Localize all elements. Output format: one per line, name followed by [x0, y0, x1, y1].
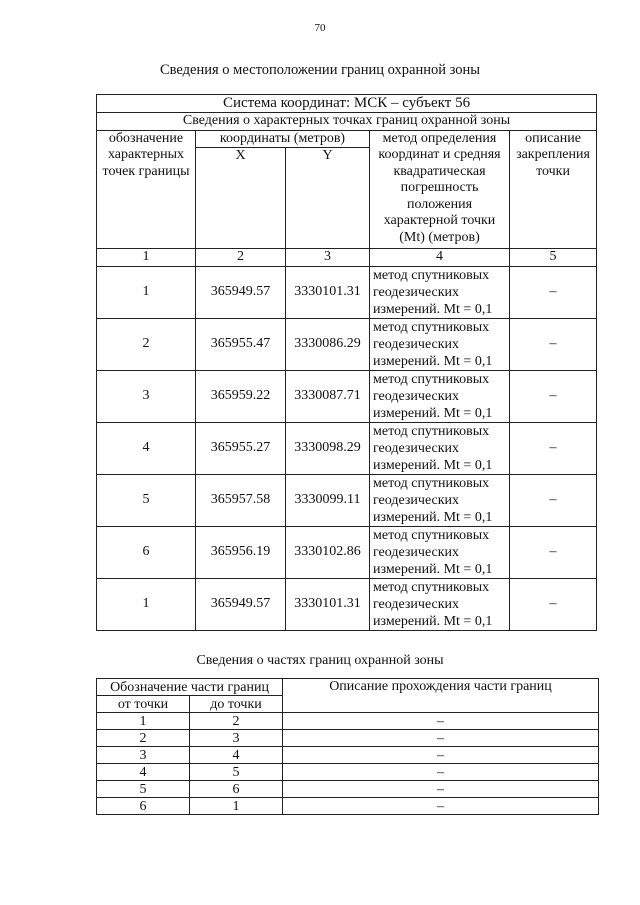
table-row [97, 781, 599, 798]
from-cell: 3 [97, 747, 190, 764]
col-header-fixing: описание закрепления точки [510, 130, 597, 249]
to-cell: 6 [190, 781, 283, 798]
col-header-coords: координаты (метров) [196, 130, 370, 148]
col-header-parts: Обозначение части границ [97, 679, 283, 696]
boundary-parts-table [96, 678, 599, 815]
table-row [97, 423, 597, 475]
to-cell: 2 [190, 713, 283, 730]
table-row [97, 475, 597, 527]
column-number: 4 [370, 249, 510, 267]
method-cell: метод спутниковых геодезических измерений. Mt = 0,1 [370, 527, 510, 579]
to-cell: 3 [190, 730, 283, 747]
method-cell: метод спутниковых геодезических измерений. Mt = 0,1 [370, 319, 510, 371]
col-header-from: от точки [97, 696, 190, 713]
column-number: 2 [196, 249, 286, 267]
to-cell: 4 [190, 747, 283, 764]
table-row [97, 730, 599, 747]
points-subheader: Сведения о характерных точках границ охранной зоны [97, 113, 597, 131]
table-row [97, 371, 597, 423]
y-cell: 3330098.29 [286, 423, 370, 475]
method-cell: метод спутниковых геодезических измерений. Mt = 0,1 [370, 475, 510, 527]
column-numbers-row [97, 249, 597, 267]
point-cell: 1 [97, 267, 196, 319]
desc-cell: – [283, 764, 599, 781]
method-cell: метод спутниковых геодезических измерений. Mt = 0,1 [370, 267, 510, 319]
to-cell: 1 [190, 798, 283, 815]
table-row [97, 319, 597, 371]
y-cell: 3330086.29 [286, 319, 370, 371]
table-row [97, 579, 597, 631]
point-cell: 2 [97, 319, 196, 371]
desc-cell: – [283, 798, 599, 815]
coordinate-system-row [97, 95, 597, 113]
to-cell: 5 [190, 764, 283, 781]
table-row [97, 713, 599, 730]
y-cell: 3330102.86 [286, 527, 370, 579]
x-cell: 365949.57 [196, 267, 286, 319]
fixing-cell: – [510, 475, 597, 527]
col-header-x: X [196, 148, 286, 249]
x-cell: 365959.22 [196, 371, 286, 423]
x-cell: 365949.57 [196, 579, 286, 631]
fixing-cell: – [510, 423, 597, 475]
from-cell: 4 [97, 764, 190, 781]
subheader-row [97, 113, 597, 131]
column-number: 3 [286, 249, 370, 267]
y-cell: 3330099.11 [286, 475, 370, 527]
y-cell: 3330087.71 [286, 371, 370, 423]
col-header-y: Y [286, 148, 370, 249]
point-cell: 5 [97, 475, 196, 527]
x-cell: 365955.47 [196, 319, 286, 371]
method-cell: метод спутниковых геодезических измерений. Mt = 0,1 [370, 371, 510, 423]
desc-cell: – [283, 747, 599, 764]
fixing-cell: – [510, 527, 597, 579]
page-number: 70 [314, 22, 326, 34]
method-cell: метод спутниковых геодезических измерений. Mt = 0,1 [370, 579, 510, 631]
table-row [97, 527, 597, 579]
from-cell: 1 [97, 713, 190, 730]
col-header-desc: Описание прохождения части границ [283, 679, 599, 713]
y-cell: 3330101.31 [286, 579, 370, 631]
y-cell: 3330101.31 [286, 267, 370, 319]
table-row [97, 764, 599, 781]
fixing-cell: – [510, 371, 597, 423]
boundary-location-title: Сведения о местоположении границ охранной зоны [159, 62, 480, 78]
column-number: 5 [510, 249, 597, 267]
col-header-point: обозначение характерных точек границы [97, 130, 196, 249]
boundary-parts-title: Сведения о частях границ охранной зоны [196, 653, 444, 668]
col-header-to: до точки [190, 696, 283, 713]
table-row [97, 747, 599, 764]
x-cell: 365957.58 [196, 475, 286, 527]
from-cell: 5 [97, 781, 190, 798]
x-cell: 365955.27 [196, 423, 286, 475]
desc-cell: – [283, 781, 599, 798]
header-row [97, 679, 599, 696]
fixing-cell: – [510, 267, 597, 319]
from-cell: 2 [97, 730, 190, 747]
coordinate-system-header: Система координат: МСК – субъект 56 [97, 95, 597, 113]
table-row [97, 798, 599, 815]
point-cell: 6 [97, 527, 196, 579]
point-cell: 1 [97, 579, 196, 631]
col-header-method: метод определения координат и средняя квадратическая погрешность положения характерной точки (Mt) (метров) [370, 130, 510, 249]
point-cell: 4 [97, 423, 196, 475]
desc-cell: – [283, 730, 599, 747]
from-cell: 6 [97, 798, 190, 815]
fixing-cell: – [510, 319, 597, 371]
method-cell: метод спутниковых геодезических измерений. Mt = 0,1 [370, 423, 510, 475]
desc-cell: – [283, 713, 599, 730]
table-row [97, 267, 597, 319]
header-row [97, 130, 597, 148]
fixing-cell: – [510, 579, 597, 631]
boundary-points-table [96, 94, 597, 631]
point-cell: 3 [97, 371, 196, 423]
x-cell: 365956.19 [196, 527, 286, 579]
column-number: 1 [97, 249, 196, 267]
